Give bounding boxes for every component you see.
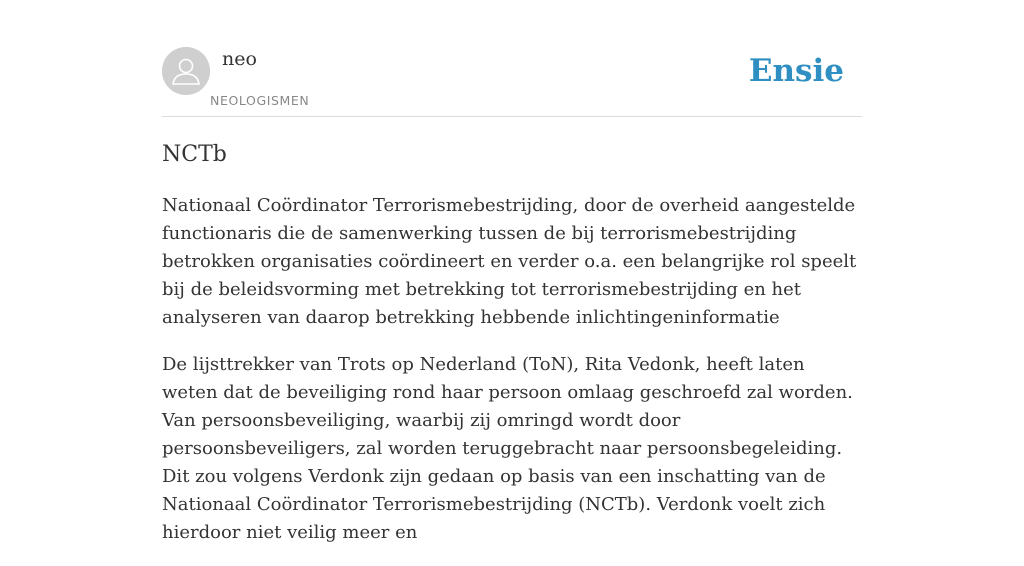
definition-paragraph: Nationaal Coördinator Terrorismebestrijding, door de overheid aangestelde functionaris die de samenwerking tussen de bij terrorismebestrijding betrokken organisaties coördineert en verder o.a. een belangrijke rol speelt bij de beleidsvorming met betrekking tot terrorismebestrijding en het analyseren van daarop betrekking hebbende inlichtingeninformatie — [162, 195, 857, 328]
page-title: NCTb — [162, 142, 227, 167]
example-paragraph: De lijsttrekker van Trots op Nederland (ToN), Rita Vedonk, heeft laten weten dat de beveiliging rond haar persoon omlaag geschroefd zal worden. Van persoonsbeveiliging, waarbij zij omringd wordt door persoonsbeveiligers, zal worden teruggebracht naar persoonsbegeleiding. Dit zou volgens Verdonk zijn gedaan op basis van een inschatting van de Nationaal Coördinator Terrorismebestrijding (NCTb). Verdonk voelt zich hierdoor niet veilig meer en — [162, 354, 853, 543]
header — [162, 47, 862, 117]
user-avatar-icon[interactable] — [162, 47, 210, 95]
category-link[interactable]: NEOLOGISMEN — [210, 93, 310, 108]
article-body — [162, 192, 862, 566]
brand-logo[interactable]: Ensie — [748, 53, 844, 89]
username-link[interactable]: neo — [222, 48, 257, 70]
